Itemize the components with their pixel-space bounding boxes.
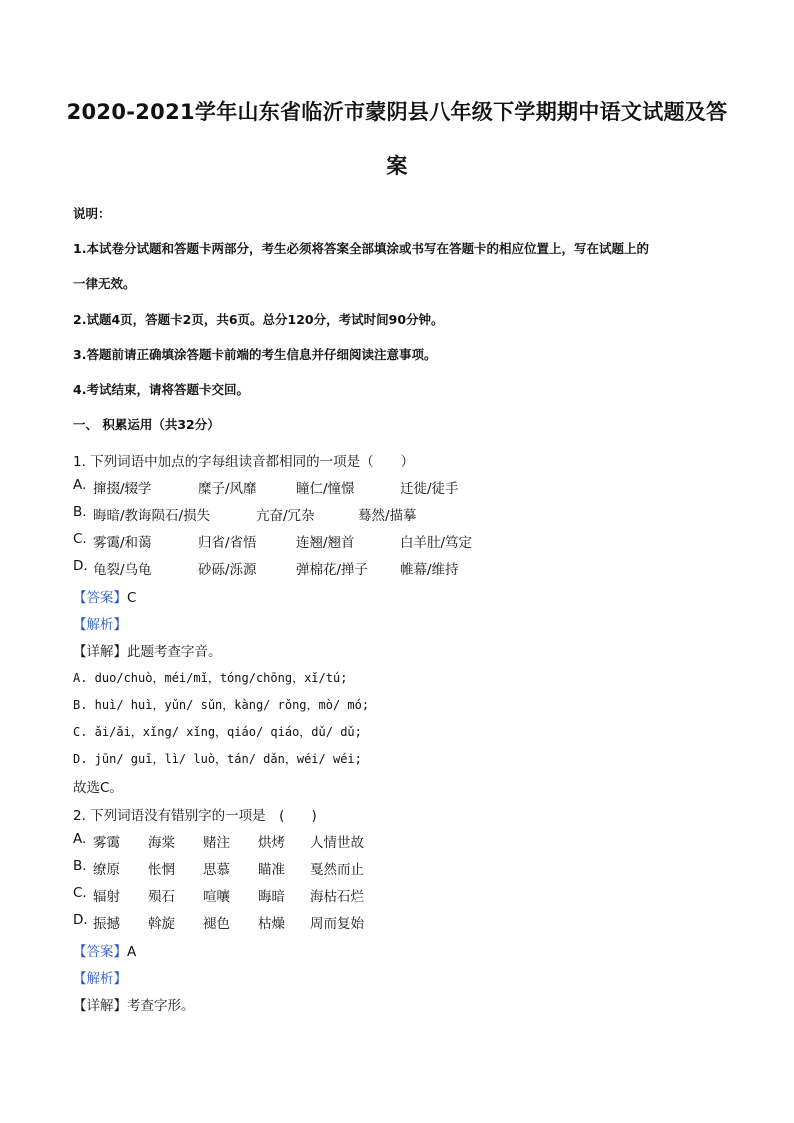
detail-text: 考查字形。 — [127, 998, 195, 1014]
question-2-stem: 2. 下列词语没有错别字的一项是 ( ) — [73, 808, 317, 824]
option-item: 褪色 — [203, 916, 230, 932]
answer-tag: 【答案】 — [73, 944, 127, 960]
document-title-line-1: 2020-2021学年山东省临沂市蒙阴县八年级下学期期中语文试题及答 — [66, 100, 728, 124]
notes-heading: 说明： — [73, 206, 111, 221]
option-item: 殒石 — [148, 889, 175, 905]
question-2-answer — [73, 940, 136, 960]
question-2-analysis-tag: 【解析】 — [73, 971, 127, 987]
option-item: 瞳仁/憧憬 — [296, 481, 355, 497]
option-item: 龟裂/乌龟 — [93, 562, 152, 578]
note-3: 3.答题前请正确填涂答题卡前端的考生信息并仔细阅读注意事项。 — [73, 347, 437, 362]
option-item: 思慕 — [203, 862, 230, 878]
option-item: 帷幕/维持 — [400, 562, 459, 578]
option-label: A. — [73, 831, 87, 847]
explain-line-a: A. duo/chuò，méi/mǐ，tóng/chōng，xǐ/tú; — [73, 671, 348, 685]
option-label: B. — [73, 504, 87, 520]
option-item: 喧嚷 — [203, 889, 230, 905]
explain-line-b: B. huì/ huì，yǔn/ sǔn，kàng/ rǒng，mò/ mó; — [73, 698, 370, 712]
option-item: 戛然而止 — [310, 862, 364, 878]
option-item: 海枯石烂 — [310, 889, 364, 905]
option-item: 赌注 — [203, 835, 230, 851]
explain-line-c: C. ǎi/ǎi，xǐng/ xǐng，qiáo/ qiáo，dǔ/ dǔ; — [73, 725, 362, 739]
option-item: 枯燥 — [258, 916, 285, 932]
section-heading: 一、 积累运用（共32分） — [73, 417, 220, 432]
detail-tag: 【详解】 — [73, 644, 127, 660]
option-item: 砂砾/泺源 — [198, 562, 257, 578]
note-4: 4.考试结束，请将答题卡交回。 — [73, 382, 249, 397]
detail-tag: 【详解】 — [73, 998, 127, 1014]
option-item: 辐射 — [93, 889, 120, 905]
option-item: 连翘/翘首 — [296, 535, 355, 551]
option-item: 周而复始 — [310, 916, 364, 932]
option-item: 蓦然/描摹 — [358, 508, 417, 524]
note-1a: 1.本试卷分试题和答题卡两部分，考生必须将答案全部填涂或书写在答题卡的相应位置上，写在试题上的 — [73, 241, 649, 256]
question-1-stem: 1. 下列词语中加点的字每组读音都相同的一项是（ ） — [73, 454, 415, 470]
question-1-detail — [73, 640, 222, 660]
option-item: 烘烤 — [258, 835, 285, 851]
option-label: B. — [73, 858, 87, 874]
question-2-detail — [73, 994, 195, 1014]
option-item: 亢奋/冗杂 — [256, 508, 315, 524]
option-item: 晦暗/教诲陨石/损失 — [93, 508, 211, 524]
question-1-answer — [73, 586, 136, 606]
question-1-analysis-tag: 【解析】 — [73, 617, 127, 633]
option-item: 瞄准 — [258, 862, 285, 878]
note-2: 2.试题4页，答题卡2页，共6页。总分120分，考试时间90分钟。 — [73, 312, 444, 327]
option-item: 雾霭 — [93, 835, 120, 851]
option-item: 雾霭/和蔼 — [93, 535, 152, 551]
option-item: 缭原 — [93, 862, 120, 878]
question-1-conclusion: 故选C。 — [73, 780, 123, 796]
option-item: 弹棉花/掸子 — [296, 562, 369, 578]
option-item: 迁徙/徒手 — [400, 481, 459, 497]
option-label: D. — [73, 558, 88, 574]
option-label: D. — [73, 912, 88, 928]
detail-text: 此题考查字音。 — [127, 644, 222, 660]
option-item: 人情世故 — [310, 835, 364, 851]
option-item: 白羊肚/笃定 — [400, 535, 473, 551]
answer-value: C — [127, 590, 137, 606]
option-item: 怅惘 — [148, 862, 175, 878]
option-item: 归省/省悟 — [198, 535, 257, 551]
option-item: 晦暗 — [258, 889, 285, 905]
option-item: 斡旋 — [148, 916, 175, 932]
option-item: 振撼 — [93, 916, 120, 932]
document-title-line-2: 案 — [386, 154, 408, 178]
answer-value: A — [127, 944, 137, 960]
explain-line-d: D. jūn/ guī，lì/ luò，tán/ dǎn，wéi/ wéi; — [73, 752, 362, 766]
option-item: 海棠 — [148, 835, 175, 851]
option-item: 撺掇/辍学 — [93, 481, 152, 497]
option-item: 糜子/风靡 — [198, 481, 257, 497]
option-label: C. — [73, 531, 87, 547]
option-label: C. — [73, 885, 87, 901]
option-label: A. — [73, 477, 87, 493]
note-1b: 一律无效。 — [73, 276, 136, 291]
answer-tag: 【答案】 — [73, 590, 127, 606]
